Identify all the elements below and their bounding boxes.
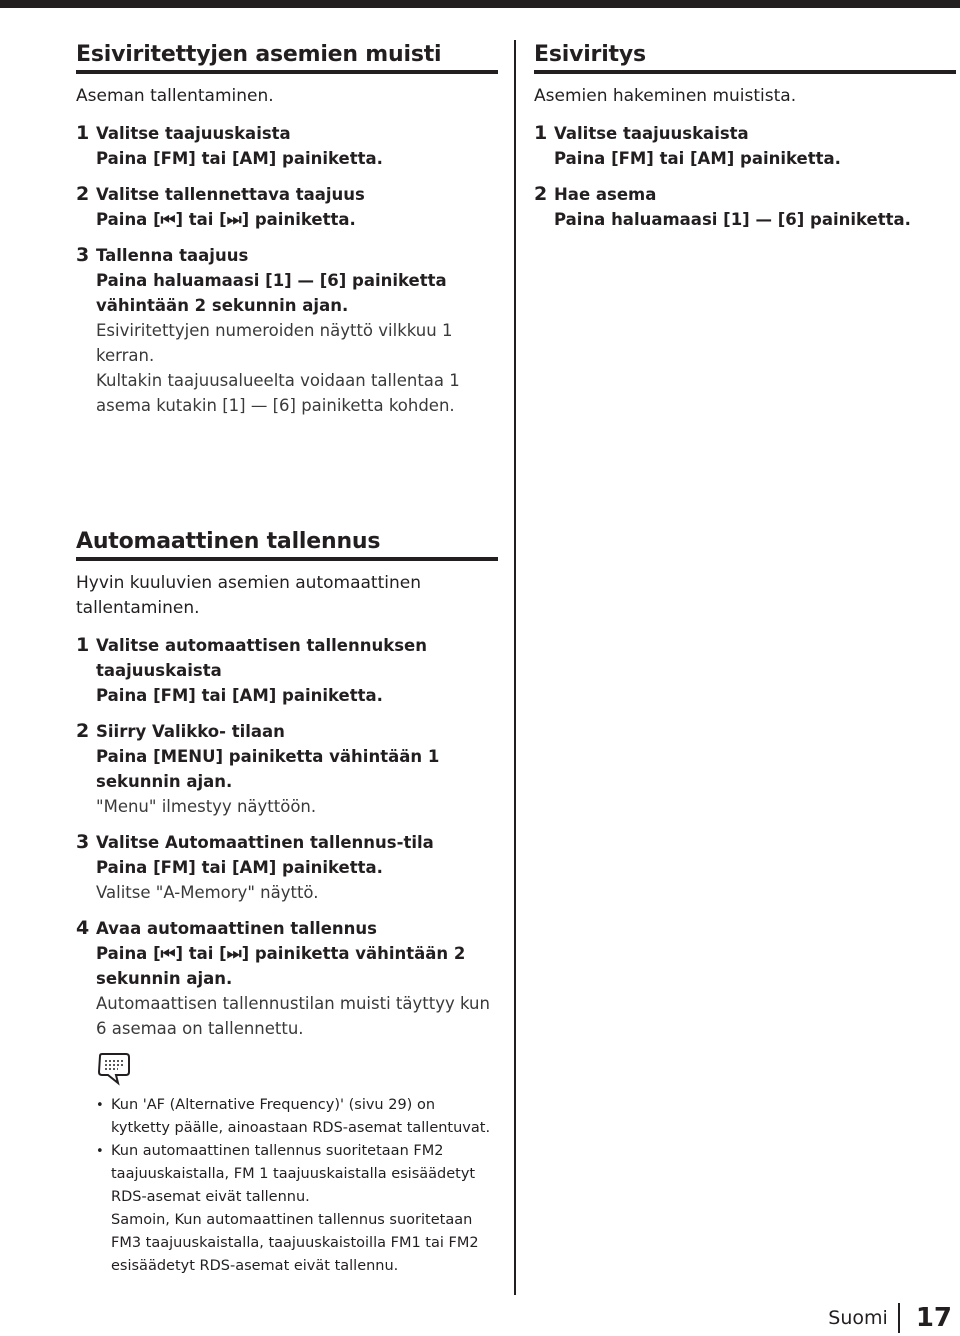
step-number: 4 [76,917,90,939]
step [76,182,498,232]
step [76,121,498,171]
step-note: Esiviritettyjen numeroiden näyttö vilkkuu 1 kerran. [96,321,453,365]
section-preset-tuning [534,40,956,243]
tip-item-continuation [96,1209,498,1278]
section-heading: Esiviritys [534,40,956,74]
seek-forward-icon: ⏭ [226,944,242,963]
step-instruction: Paina haluamaasi [1] — [6] painiketta. [554,210,911,229]
step-title: Avaa automaattinen tallennus [96,919,377,938]
step-instruction: Paina [FM] tai [AM] painiketta. [554,149,841,168]
instr-text: ] painiketta. [241,210,356,229]
section-preset-memory [76,40,498,429]
section-intro: Asemien hakeminen muistista. [534,86,797,106]
step-title: Hae asema [554,185,657,204]
step-instruction: Paina [FM] tai [AM] painiketta. [96,149,383,168]
instr-text: ] tai [ [175,944,227,963]
step-instruction [96,207,498,232]
section-intro: Aseman tallentaminen. [76,86,274,106]
section-auto-memory [76,527,498,1278]
step [76,916,498,1041]
instr-text: ] tai [ [175,210,227,229]
step-number: 2 [76,183,90,205]
page-number: 17 [915,1303,952,1333]
step-title: Valitse automaattisen tallennuksen taajuuskaista [96,636,427,680]
seek-back-icon: ⏮ [160,944,176,963]
page-footer [828,1300,952,1336]
step-number: 3 [76,831,90,853]
language-label: Suomi [828,1307,888,1329]
seek-back-icon: ⏮ [160,210,176,229]
step-number: 3 [76,244,90,266]
instr-text: Paina [ [96,210,161,229]
step-number: 1 [76,634,90,656]
step-instruction: Paina [MENU] painiketta vähintään 1 sekunnin ajan. [96,747,440,791]
step-note: "Menu" ilmestyy näyttöön. [96,797,317,816]
step-instruction [96,941,498,991]
section-intro: Hyvin kuuluvien asemien automaattinen tallentaminen. [76,573,421,618]
step-title: Valitse taajuuskaista [96,124,291,143]
step [76,719,498,819]
step [76,633,498,708]
step-title: Valitse taajuuskaista [554,124,749,143]
column-divider [514,40,516,1295]
step-title: Tallenna taajuus [96,246,249,265]
step [534,121,956,171]
section-heading: Automaattinen tallennus [76,527,498,561]
note-speech-bubble-icon [96,1052,136,1086]
step-number: 2 [534,183,548,205]
step-number: 1 [76,122,90,144]
step-note: Kultakin taajuusalueelta voidaan tallentaa 1 asema kutakin [1] — [6] painiketta kohden. [96,371,460,415]
step-title: Siirry Valikko- tilaan [96,722,285,741]
step [76,243,498,418]
tip-item: • Kun 'AF (Alternative Frequency)' (sivu 29) on kytketty päälle, ainoastaan RDS-asemat tallentuvat. [96,1094,498,1140]
footer-separator [898,1303,900,1333]
tip-text: Samoin, Kun automaattinen tallennus suoritetaan FM3 taajuuskaistalla, taajuuskaistoilla FM1 tai FM2 esisäädetyt RDS-asemat eivät tallennu. [111,1212,479,1274]
section-heading: Esiviritettyjen asemien muisti [76,40,498,74]
step-instruction: Paina [FM] tai [AM] painiketta. [96,858,383,877]
tip-item: • Kun automaattinen tallennus suoritetaan FM2 taajuuskaistalla, FM 1 taajuuskaistalla esisäädetyt RDS-asemat eivät tallennu. [96,1140,498,1209]
step [76,830,498,905]
tip-list [96,1094,498,1278]
step-instruction: Paina haluamaasi [1] — [6] painiketta vähintään 2 sekunnin ajan. [96,271,447,315]
top-rule [0,0,960,8]
step-title: Valitse tallennettava taajuus [96,185,365,204]
step-note: Automaattisen tallennustilan muisti täyttyy kun 6 asemaa on tallennettu. [96,994,490,1038]
step-instruction: Paina [FM] tai [AM] painiketta. [96,686,383,705]
step-note: Valitse "A-Memory" näyttö. [96,883,319,902]
step [534,182,956,232]
seek-forward-icon: ⏭ [226,210,242,229]
instr-text: ] painiketta vähintään 2 sekunnin ajan. [96,944,466,988]
step-title: Valitse Automaattinen tallennus-tila [96,833,434,852]
step-number: 1 [534,122,548,144]
step-number: 2 [76,720,90,742]
instr-text: Paina [ [96,944,161,963]
